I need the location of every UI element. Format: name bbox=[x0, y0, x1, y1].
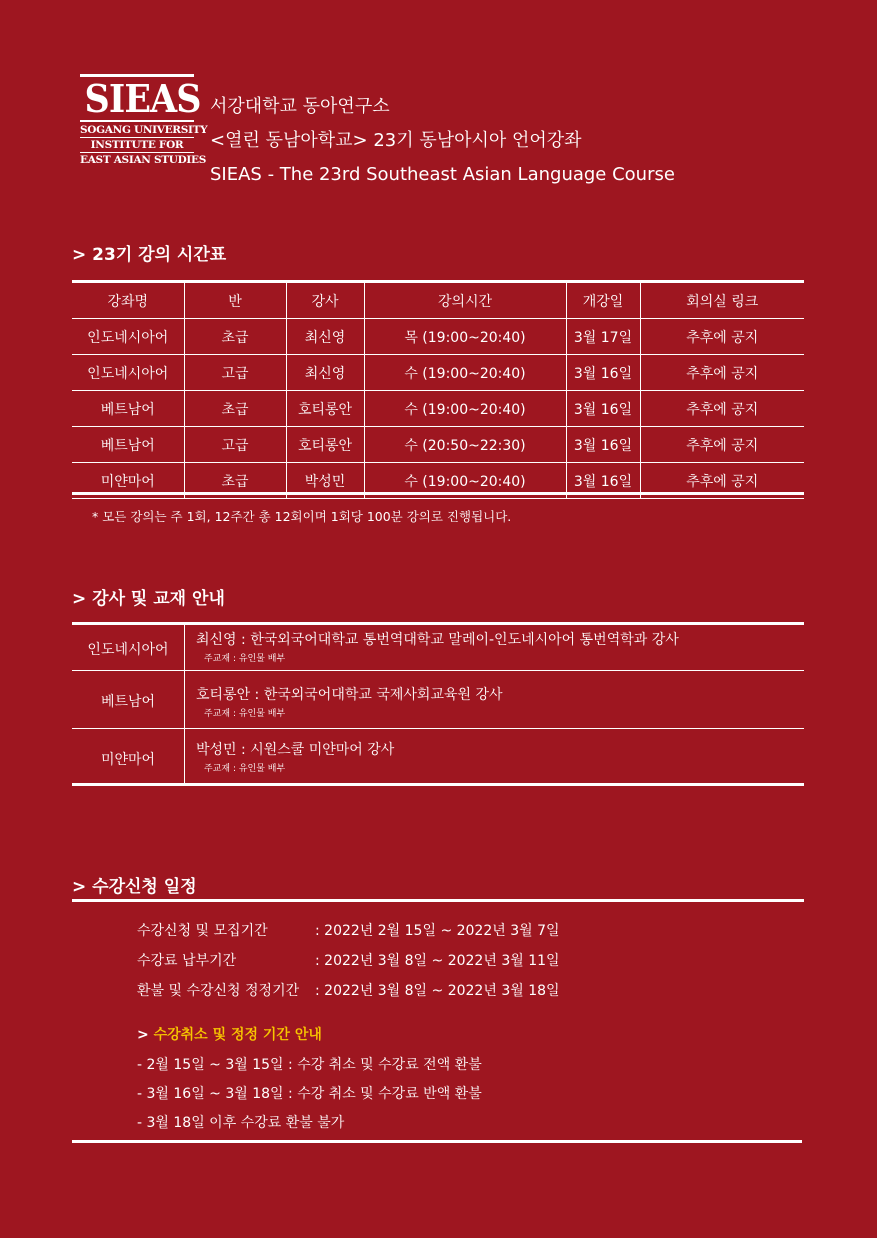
cell-course: 인도네시아어 bbox=[72, 319, 184, 355]
instructor-row bbox=[72, 729, 804, 783]
cell-course: 베트남어 bbox=[72, 391, 184, 427]
table-row bbox=[72, 391, 804, 427]
schedule-label: 환불 및 수강신청 정정기간 bbox=[137, 983, 300, 999]
cell-course: 인도네시아어 bbox=[72, 355, 184, 391]
cell-level: 초급 bbox=[184, 391, 286, 427]
instructor-name: 최신영 : 한국외국어대학교 통번역대학교 말레이-인도네시아어 통번역학과 강사 bbox=[196, 632, 679, 648]
instructors-title: > 강사 및 교재 안내 bbox=[72, 589, 225, 609]
logo-line-3: EAST ASIAN STUDIES bbox=[80, 154, 206, 166]
cell-instructor: 박성민 bbox=[286, 463, 364, 499]
instructor-row bbox=[72, 671, 804, 726]
schedule-value: : 2022년 2월 15일 ~ 2022년 3월 7일 bbox=[315, 923, 560, 939]
cell-level: 초급 bbox=[184, 463, 286, 499]
cell-time: 목 (19:00~20:40) bbox=[364, 319, 566, 355]
schedule-label: 수강료 납부기간 bbox=[137, 953, 237, 969]
instructor-language: 베트남어 bbox=[100, 694, 156, 710]
schedule-title: > 수강신청 일정 bbox=[72, 877, 197, 897]
timetable bbox=[72, 283, 804, 499]
schedule-value: : 2022년 3월 8일 ~ 2022년 3월 11일 bbox=[315, 953, 560, 969]
col-header: 개강일 bbox=[566, 283, 640, 319]
cell-start-date: 3월 17일 bbox=[566, 319, 640, 355]
cell-time: 수 (19:00~20:40) bbox=[364, 463, 566, 499]
schedule-top-rule bbox=[72, 899, 804, 902]
cell-room-link: 추후에 공지 bbox=[640, 427, 804, 463]
timetable-title: > 23기 강의 시간표 bbox=[72, 245, 227, 265]
refund-item: - 3월 18일 이후 수강료 환불 불가 bbox=[137, 1115, 345, 1131]
col-header: 회의실 링크 bbox=[640, 283, 804, 319]
refund-item: - 2월 15일 ~ 3월 15일 : 수강 취소 및 수강료 전액 환불 bbox=[137, 1057, 482, 1073]
schedule-value: : 2022년 3월 8일 ~ 2022년 3월 18일 bbox=[315, 983, 560, 999]
cell-instructor: 호티롱안 bbox=[286, 391, 364, 427]
cell-start-date: 3월 16일 bbox=[566, 427, 640, 463]
header-course-ko: <열린 동남아학교> 23기 동남아시아 언어강좌 bbox=[210, 130, 582, 151]
col-header: 강좌명 bbox=[72, 283, 184, 319]
instructor-language: 미얀마어 bbox=[100, 752, 156, 768]
sieas-logo bbox=[80, 74, 208, 167]
header bbox=[210, 90, 675, 192]
logo-line-2: INSTITUTE FOR bbox=[80, 138, 194, 153]
refund-heading-prefix: > bbox=[137, 1027, 154, 1043]
logo-line-1: SOGANG UNIVERSITY bbox=[80, 124, 208, 136]
cell-room-link: 추후에 공지 bbox=[640, 463, 804, 499]
cell-time: 수 (19:00~20:40) bbox=[364, 391, 566, 427]
table-row bbox=[72, 427, 804, 463]
col-header: 반 bbox=[184, 283, 286, 319]
header-course-en: SIEAS - The 23rd Southeast Asian Language Course bbox=[210, 164, 675, 185]
timetable-note: * 모든 강의는 주 1회, 12주간 총 12회이며 1회당 100분 강의로 진행됩니다. bbox=[92, 509, 512, 524]
instructor-name: 박성민 : 시원스쿨 미얀마어 강사 bbox=[196, 742, 395, 758]
table-row bbox=[72, 319, 804, 355]
cell-room-link: 추후에 공지 bbox=[640, 391, 804, 427]
cell-room-link: 추후에 공지 bbox=[640, 319, 804, 355]
instructor-textbook: 주교재 : 유인물 배부 bbox=[204, 709, 286, 719]
instructor-name: 호티롱안 : 한국외국어대학교 국제사회교육원 강사 bbox=[196, 687, 503, 703]
col-header: 강사 bbox=[286, 283, 364, 319]
cell-level: 고급 bbox=[184, 427, 286, 463]
instructor-textbook: 주교재 : 유인물 배부 bbox=[204, 654, 286, 664]
cell-course: 베트남어 bbox=[72, 427, 184, 463]
cell-start-date: 3월 16일 bbox=[566, 463, 640, 499]
cell-instructor: 호티롱안 bbox=[286, 427, 364, 463]
timetable-bottom-rule bbox=[72, 492, 804, 495]
cell-level: 초급 bbox=[184, 319, 286, 355]
refund-heading bbox=[137, 1024, 322, 1044]
cell-level: 고급 bbox=[184, 355, 286, 391]
cell-instructor: 최신영 bbox=[286, 355, 364, 391]
schedule-bottom-rule bbox=[72, 1140, 802, 1143]
refund-item: - 3월 16일 ~ 3월 18일 : 수강 취소 및 수강료 반액 환불 bbox=[137, 1086, 482, 1102]
cell-start-date: 3월 16일 bbox=[566, 391, 640, 427]
instructor-textbook: 주교재 : 유인물 배부 bbox=[204, 764, 286, 774]
logo-wordmark: SIEAS bbox=[84, 76, 201, 121]
instructors-bottom-rule bbox=[72, 783, 804, 786]
schedule-list bbox=[137, 920, 737, 1010]
col-header: 강의시간 bbox=[364, 283, 566, 319]
instructor-row bbox=[72, 625, 804, 670]
cell-time: 수 (19:00~20:40) bbox=[364, 355, 566, 391]
cell-course: 미얀마어 bbox=[72, 463, 184, 499]
instructor-language: 인도네시아어 bbox=[87, 642, 169, 658]
refund-heading-text: 수강취소 및 정정 기간 안내 bbox=[153, 1027, 322, 1043]
timetable-header-row bbox=[72, 283, 804, 319]
table-row bbox=[72, 355, 804, 391]
cell-room-link: 추후에 공지 bbox=[640, 355, 804, 391]
cell-start-date: 3월 16일 bbox=[566, 355, 640, 391]
schedule-label: 수강신청 및 모집기간 bbox=[137, 923, 268, 939]
header-institute: 서강대학교 동아연구소 bbox=[210, 96, 390, 117]
cell-time: 수 (20:50~22:30) bbox=[364, 427, 566, 463]
cell-instructor: 최신영 bbox=[286, 319, 364, 355]
